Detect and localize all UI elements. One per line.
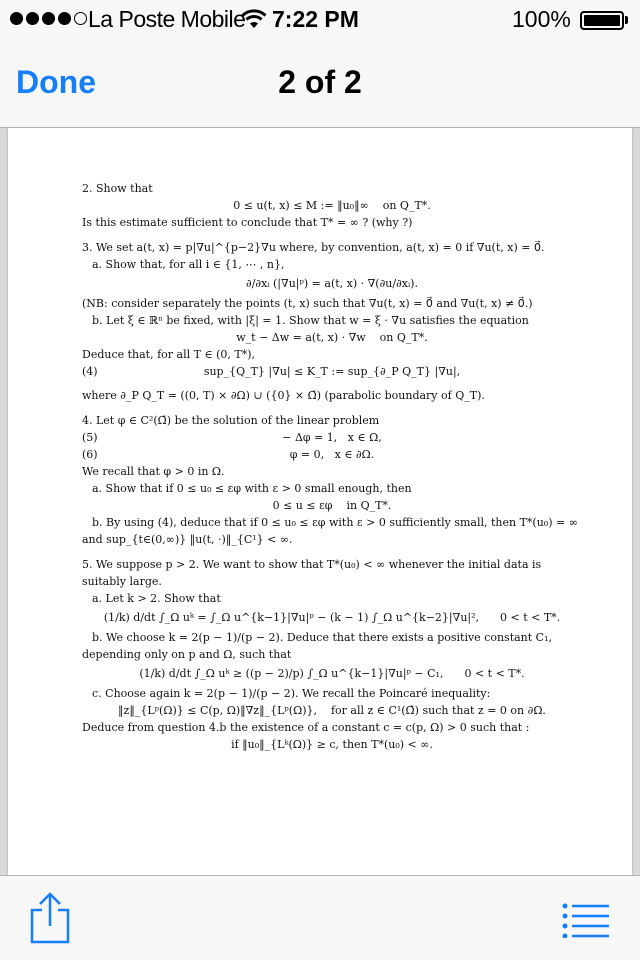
doc-line: φ = 0, x ∈ ∂Ω. xyxy=(289,448,375,461)
doc-line: w_t − Δw = a(t, x) · ∇w on Q_T*. xyxy=(236,331,428,344)
doc-line: b. By using (4), deduce that if 0 ≤ u₀ ≤ εφ with ε > 0 sufficiently small, then T*(u₀) = ∞ xyxy=(92,516,578,529)
share-icon xyxy=(28,892,72,944)
doc-line: b. We choose k = 2(p − 1)/(p − 2). Deduce that there exists a positive constant C₁, xyxy=(92,631,553,644)
doc-line: 3. We set a(t, x) = p|∇u|^{p−2}∇u where, by convention, a(t, x) = 0 if ∇u(t, x) = 0⃗. xyxy=(82,241,545,254)
signal-strength-icon xyxy=(10,12,87,25)
doc-line: (1/k) d/dt ∫_Ω uᵏ = ∫_Ω u^{k−1}|∇u|ᵖ − (k − 1) ∫_Ω u^{k−2}|∇u|², 0 < t < T*. xyxy=(103,611,561,624)
doc-line: sup_{Q_T} |∇u| ≤ K_T := sup_{∂_P Q_T} |∇u|, xyxy=(203,365,461,378)
doc-line: where ∂_P Q_T = ((0, T) × ∂Ω) ∪ ({0} × Ω̄) (parabolic boundary of Q_T). xyxy=(82,389,485,402)
equation-number: (5) xyxy=(82,431,98,444)
doc-line: b. Let ξ ∈ ℝⁿ be fixed, with |ξ| = 1. Show that w = ξ · ∇u satisfies the equation xyxy=(92,314,529,327)
doc-line: 2. Show that xyxy=(82,182,153,195)
doc-line: Is this estimate sufficient to conclude that T* = ∞ ? (why ?) xyxy=(82,216,413,229)
doc-line: a. Show that if 0 ≤ u₀ ≤ εφ with ε > 0 small enough, then xyxy=(92,482,412,495)
battery-percentage: 100% xyxy=(512,6,571,32)
doc-line: and sup_{t∈(0,∞)} ‖u(t, ·)‖_{C¹} < ∞. xyxy=(82,533,293,546)
equation-number: (6) xyxy=(82,448,98,461)
doc-line: suitably large. xyxy=(82,575,162,588)
wifi-icon xyxy=(241,9,267,34)
doc-line: − Δφ = 1, x ∈ Ω, xyxy=(282,431,382,444)
done-button[interactable]: Done xyxy=(16,64,96,100)
doc-line: 0 ≤ u ≤ εφ in Q_T*. xyxy=(272,499,392,512)
doc-line: if ‖u₀‖_{Lᵏ(Ω)} ≥ c, then T*(u₀) < ∞. xyxy=(231,738,433,751)
navigation-bar xyxy=(0,40,640,128)
document-page[interactable] xyxy=(8,128,632,875)
doc-line: ‖z‖_{Lᵖ(Ω)} ≤ C(p, Ω)‖∇z‖_{Lᵖ(Ω)}, for all z ∈ C¹(Ω̄) such that z = 0 on ∂Ω. xyxy=(118,704,546,717)
carrier-name: La Poste Mobile xyxy=(88,6,246,32)
doc-line: a. Let k > 2. Show that xyxy=(92,592,221,605)
doc-line: Deduce that, for all T ∈ (0, T*), xyxy=(82,348,256,361)
status-bar xyxy=(0,0,640,40)
document-viewer[interactable] xyxy=(0,128,640,875)
document-text xyxy=(82,180,582,753)
doc-line: 5. We suppose p > 2. We want to show that T*(u₀) < ∞ whenever the initial data is xyxy=(82,558,542,571)
doc-line: 0 ≤ u(t, x) ≤ M := ‖u₀‖∞ on Q_T*. xyxy=(233,199,431,212)
battery-icon xyxy=(580,11,624,30)
doc-line: (1/k) d/dt ∫_Ω uᵏ ≥ ((p − 2)/p) ∫_Ω u^{k−1}|∇u|ᵖ − C₁, 0 < t < T*. xyxy=(139,667,525,680)
doc-line: depending only on p and Ω, such that xyxy=(82,648,292,661)
doc-line: 4. Let φ ∈ C²(Ω̄) be the solution of the linear problem xyxy=(82,414,380,427)
doc-line: c. Choose again k = 2(p − 1)/(p − 2). We recall the Poincaré inequality: xyxy=(92,687,491,700)
page-counter: 2 of 2 xyxy=(278,64,362,100)
doc-line: We recall that φ > 0 in Ω. xyxy=(82,465,225,478)
doc-line: (NB: consider separately the points (t, x) such that ∇u(t, x) = 0⃗ and ∇u(t, x) ≠ 0⃗.) xyxy=(82,297,533,310)
list-button[interactable] xyxy=(562,902,610,938)
share-button[interactable] xyxy=(28,892,72,944)
doc-line: a. Show that, for all i ∈ {1, ⋯ , n}, xyxy=(92,258,285,271)
doc-line: ∂/∂xᵢ (|∇u|ᵖ) = a(t, x) · ∇(∂u/∂xᵢ). xyxy=(246,277,418,290)
list-icon xyxy=(562,902,610,938)
battery-cap xyxy=(625,16,628,24)
bottom-toolbar xyxy=(0,875,640,960)
equation-number: (4) xyxy=(82,365,98,378)
doc-line: Deduce from question 4.b the existence of a constant c = c(p, Ω) > 0 such that : xyxy=(82,721,530,734)
clock: 7:22 PM xyxy=(272,6,359,32)
